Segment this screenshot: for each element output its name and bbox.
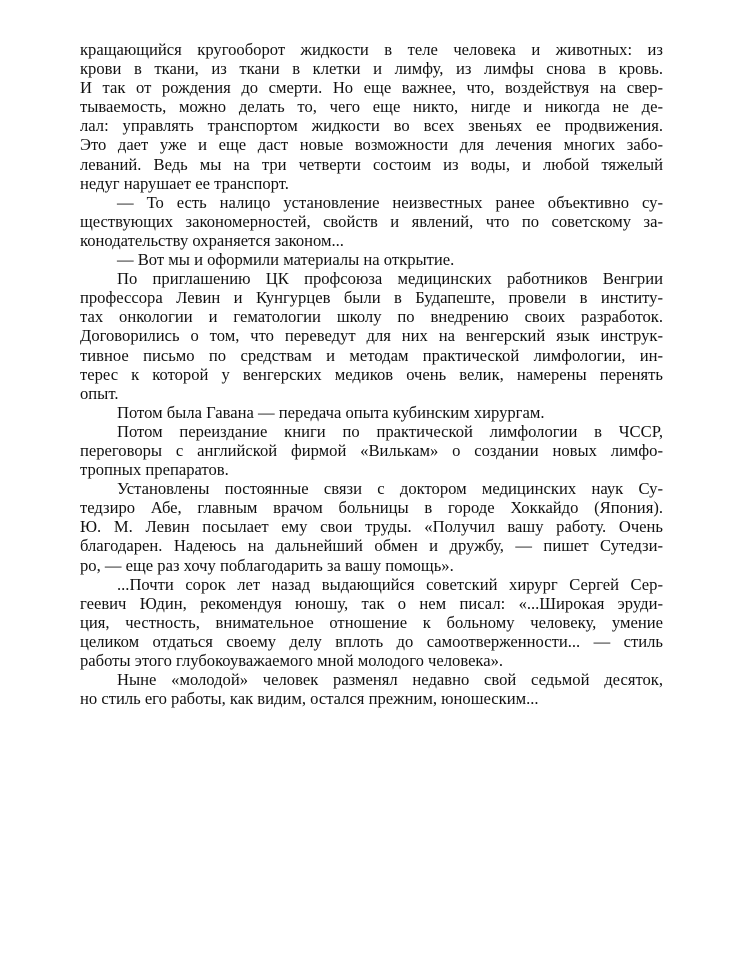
paragraph [80,670,663,708]
text-line: ...Почти сорок лет назад выдающийся советский хирург Сергей Сер- [117,574,663,594]
text-line: профессора Левин и Кунгурцев были в Будапеште, провели в институ- [80,288,663,308]
text-line: но стиль его работы, как видим, остался прежним, юношеским... [80,689,539,709]
text-line: Договорились о том, что переведут для них на венгерский язык инструк- [80,326,663,346]
text-line: ция, честность, внимательное отношение к больному человеку, умение [80,612,663,632]
paragraph [80,403,663,422]
text-line: леваний. Ведь мы на три четверти состоим из воды, и любой тяжелый [80,154,663,174]
text-line: целиком отдаться своему делу вплоть до самоотверженности... — стиль [80,631,663,651]
text-line: работы этого глубокоуважаемого мной молодого человека». [80,651,504,670]
paragraph [80,479,663,574]
text-line: лал: управлять транспортом жидкости во всех звеньях ее продвижения. [80,116,663,136]
text-line: терес к которой у венгерских медиков очень велик, намерены перенять [80,364,663,384]
paragraph [80,269,663,403]
text-line: благодарен. Надеюсь на дальнейший обмен и дружбу, — пишет Сутедзи- [80,536,663,556]
paragraph [80,422,663,479]
text-line: По приглашению ЦК профсоюза медицинских работников Венгрии [117,269,663,289]
text-line: — Вот мы и оформили материалы на открытие. [117,250,455,270]
text-line: Потом переиздание книги по практической лимфологии в ЧССР, [117,421,663,441]
text-line: недуг нарушает ее транспорт. [80,173,289,193]
text-line: Ю. М. Левин посылает ему свои труды. «Получил вашу работу. Очень [80,517,663,537]
text-line: крови в ткани, из ткани в клетки и лимфу, из лимфы снова в кровь. [80,59,663,79]
text-line: Установлены постоянные связи с доктором медицинских наук Су- [117,479,663,499]
paragraph [80,575,663,670]
paragraph [80,40,663,193]
text-line: тах онкологии и гематологии школу по внедрению своих разработок. [80,307,663,327]
text-line: И так от рождения до смерти. Но еще важнее, что, воздействуя на свер- [80,78,663,98]
text-line: Потом была Гавана — передача опыта кубинским хирургам. [117,402,545,422]
text-line: опыт. [80,383,119,403]
paragraph [80,250,663,269]
text-line: тываемость, можно делать то, чего еще никто, нигде и никогда не де- [80,97,663,117]
text-line: ществующих закономерностей, свойств и явлений, что по советскому за- [80,211,663,231]
text-line: — То есть налицо установление неизвестных ранее объективно су- [117,192,663,212]
text-line: геевич Юдин, рекомендуя юношу, так о нем писал: «...Широкая эруди- [80,593,663,613]
text-line: тропных препаратов. [80,460,229,480]
text-line: тедзиро Абе, главным врачом больницы в городе Хоккайдо (Япония). [80,498,663,518]
document-page [80,40,663,708]
text-line: Это дает уже и еще даст новые возможности для лечения многих забо- [80,135,663,155]
text-line: Ныне «молодой» человек разменял недавно свой седьмой десяток, [117,670,663,690]
text-line: кращающийся кругооборот жидкости в теле человека и животных: из [80,40,663,59]
text-line: ро, — еще раз хочу поблагодарить за вашу помощь». [80,555,454,575]
text-line: переговоры с английской фирмой «Вилькам» о создании новых лимфо- [80,440,663,460]
text-line: тивное письмо по средствам и методам практической лимфологии, ин- [80,345,663,365]
text-line: конодательству охраняется законом... [80,230,344,250]
paragraph [80,193,663,250]
